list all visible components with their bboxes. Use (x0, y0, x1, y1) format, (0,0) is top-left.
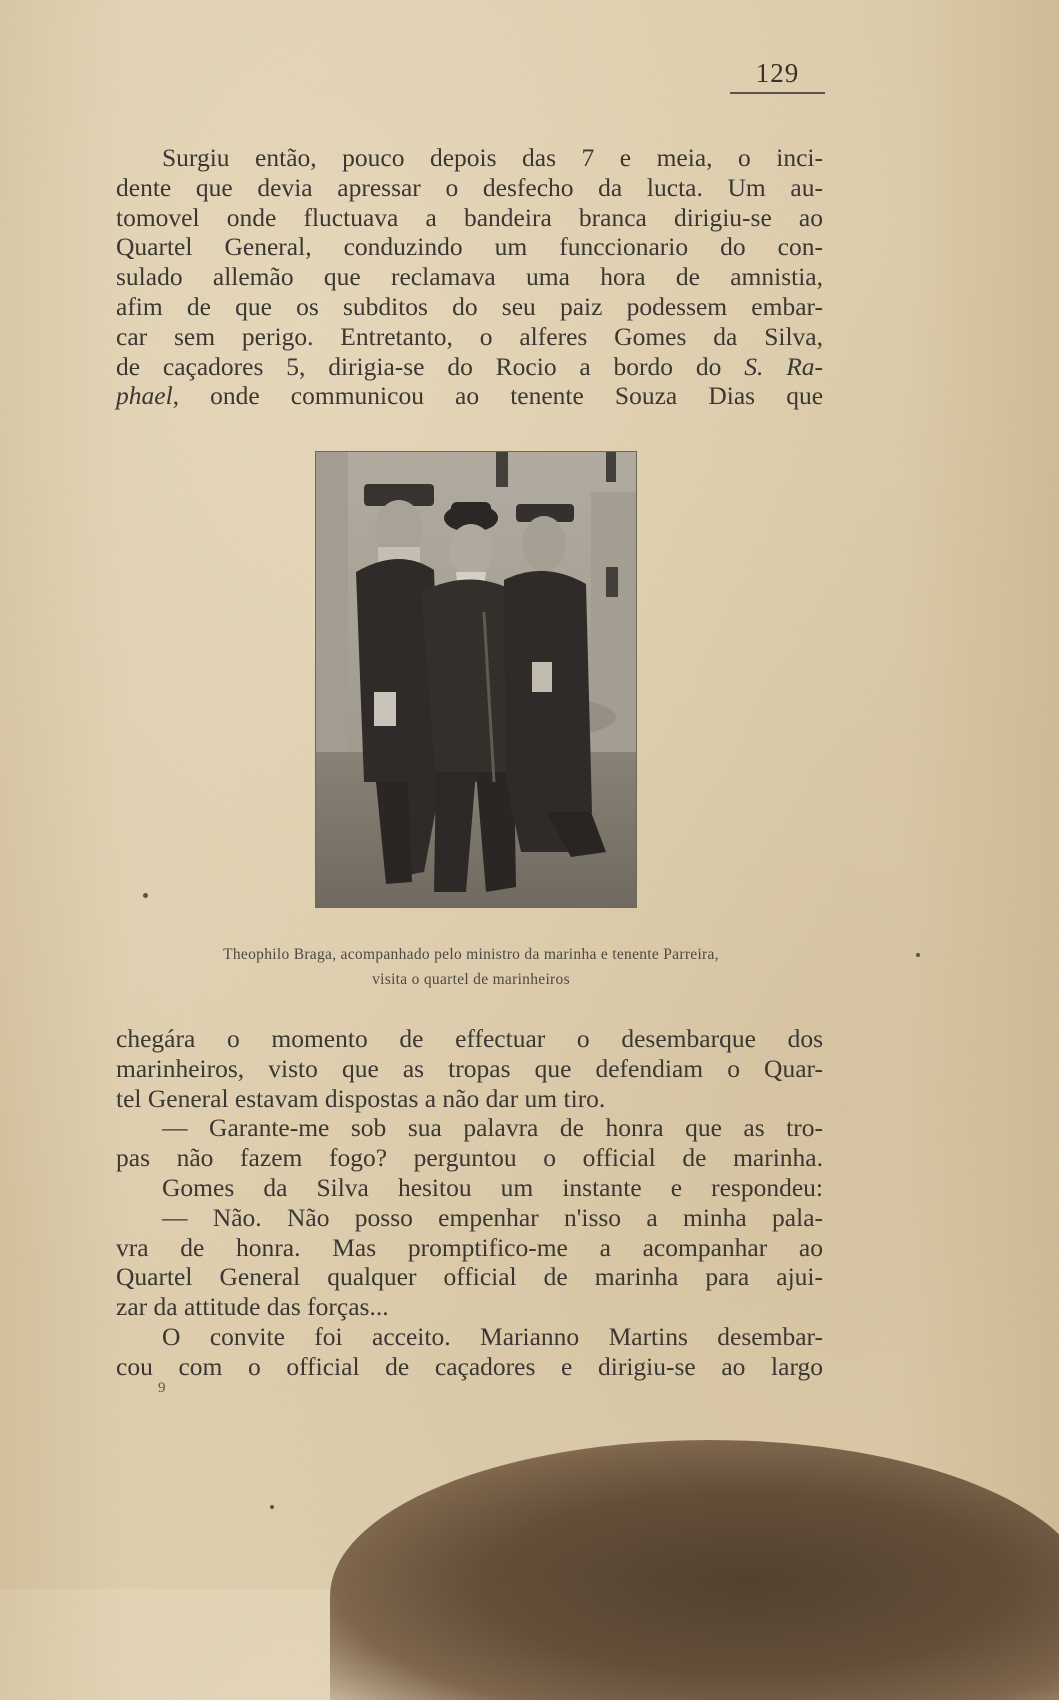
photo-caption-line-2: visita o quartel de marinheiros (372, 971, 570, 988)
text-line: — Garante-me sob sua palavra de honra que as tro- (162, 1113, 823, 1143)
paper-speck (916, 953, 920, 957)
paragraph-bottom (116, 1024, 823, 1382)
text-line (116, 381, 823, 411)
text-line: O convite foi acceito. Marianno Martins desembar- (162, 1321, 823, 1351)
paper-speck (143, 893, 148, 898)
text-line: Quartel General qualquer official de marinha para ajui- (116, 1262, 823, 1292)
paper-stain (330, 1440, 1059, 1700)
text-line: — Não. Não posso empenhar n'isso a minha pala- (162, 1202, 823, 1232)
photograph (315, 451, 637, 908)
photo-caption-line-1: Theophilo Braga, acompanhado pelo ministro da marinha e tenente Parreira, (223, 946, 719, 963)
text-line: vra de honra. Mas promptifico-me a acompanhar ao (116, 1232, 823, 1262)
text-line: Quartel General, conduzindo um funccionario do con- (116, 232, 823, 262)
paragraph-top (116, 143, 823, 411)
paper-speck (270, 1505, 274, 1509)
text-line: chegára o momento de effectuar o desembarque dos (116, 1024, 823, 1053)
text-line: afim de que os subditos do seu paiz podessem embar- (116, 291, 823, 321)
signature-mark: 9 (158, 1380, 166, 1396)
text-line: marinheiros, visto que as tropas que defendiam o Quar- (116, 1053, 823, 1083)
photograph-image (316, 452, 636, 907)
text-line (116, 352, 823, 382)
ship-name-italic: phael, (116, 381, 180, 411)
text-line: tel General estavam dispostas a não dar um tiro. (116, 1083, 606, 1113)
text-segment: de caçadores 5, dirigia-se do Rocio a bordo do (116, 351, 722, 381)
text-line: car sem perigo. Entretanto, o alferes Gomes da Silva, (116, 321, 823, 351)
text-line: Gomes da Silva hesitou um instante e respondeu: (162, 1172, 823, 1202)
page-number: 129 (755, 58, 800, 88)
text-line: cou com o official de caçadores e dirigiu-se ao largo (116, 1351, 823, 1381)
header-rule (730, 92, 825, 94)
text-line: dente que devia apressar o desfecho da lucta. Um au- (116, 172, 823, 202)
text-line: Surgiu então, pouco depois das 7 e meia, o inci- (162, 143, 823, 172)
text-segment: onde communicou ao tenente Souza Dias que (210, 381, 824, 411)
text-line: pas não fazem fogo? perguntou o official de marinha. (116, 1143, 823, 1173)
text-line: sulado allemão que reclamava uma hora de amnistia, (116, 262, 823, 292)
ship-name-italic: S. Ra- (744, 351, 824, 381)
text-line: zar da attitude das forças... (116, 1292, 389, 1322)
text-line: tomovel onde fluctuava a bandeira branca dirigiu-se ao (116, 202, 823, 232)
